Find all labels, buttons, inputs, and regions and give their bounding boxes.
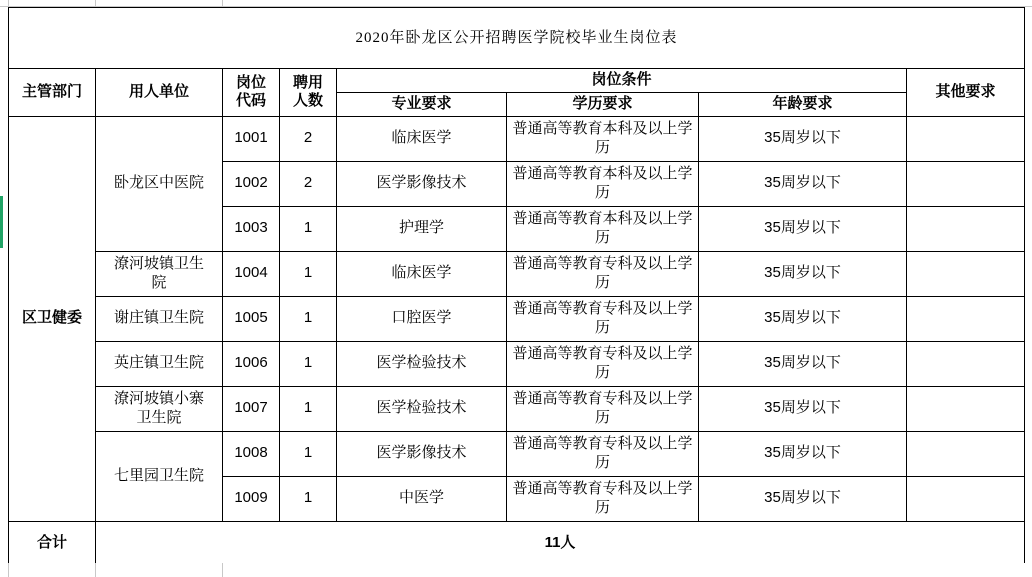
cell-major: 口腔医学	[337, 296, 507, 341]
cell-count: 1	[280, 296, 337, 341]
total-value: 11人	[96, 521, 1025, 566]
cell-other	[907, 386, 1025, 431]
cell-other	[907, 161, 1025, 206]
table-row	[9, 341, 1025, 386]
header-count-line2: 人数	[292, 92, 323, 110]
header-education: 学历要求	[507, 92, 699, 116]
table-row	[9, 296, 1025, 341]
cell-other	[907, 431, 1025, 476]
cell-code: 1006	[223, 341, 280, 386]
cell-unit-group-5-line1: 潦河坡镇小寨	[113, 389, 204, 407]
cell-education: 普通高等教育本科及以上学历	[507, 116, 699, 161]
cell-unit-group-1: 卧龙区中医院	[96, 116, 223, 251]
cell-education: 普通高等教育专科及以上学历	[507, 341, 699, 386]
cell-code: 1005	[223, 296, 280, 341]
header-count-line1: 聘用	[292, 73, 323, 91]
cell-code: 1001	[223, 116, 280, 161]
job-positions-table	[8, 7, 1025, 567]
cell-education: 普通高等教育本科及以上学历	[507, 206, 699, 251]
header-code-line2: 代码	[235, 92, 266, 110]
header-count	[280, 69, 337, 117]
header-unit: 用人单位	[96, 69, 223, 117]
cell-unit-group-5	[96, 386, 223, 431]
header-age: 年龄要求	[699, 92, 907, 116]
cell-other	[907, 296, 1025, 341]
table-header-row-1	[9, 69, 1025, 93]
cell-count: 1	[280, 341, 337, 386]
cell-major: 医学检验技术	[337, 386, 507, 431]
table-title-row	[9, 8, 1025, 69]
cell-age: 35周岁以下	[699, 251, 907, 296]
cell-age: 35周岁以下	[699, 206, 907, 251]
cell-education: 普通高等教育专科及以上学历	[507, 476, 699, 521]
sheet-bottom-gridline-strip	[0, 563, 1032, 577]
cell-count: 2	[280, 161, 337, 206]
cell-other	[907, 206, 1025, 251]
cell-education: 普通高等教育专科及以上学历	[507, 386, 699, 431]
table-total-row	[9, 521, 1025, 566]
cell-major: 医学检验技术	[337, 341, 507, 386]
cell-other	[907, 116, 1025, 161]
cell-age: 35周岁以下	[699, 431, 907, 476]
cell-other	[907, 251, 1025, 296]
cell-other	[907, 476, 1025, 521]
cell-count: 2	[280, 116, 337, 161]
cell-unit-group-5-line2: 卫生院	[136, 408, 182, 426]
page-title: 2020年卧龙区公开招聘医学院校毕业生岗位表	[9, 8, 1025, 69]
cell-dept: 区卫健委	[9, 116, 96, 521]
cell-education: 普通高等教育专科及以上学历	[507, 431, 699, 476]
cell-count: 1	[280, 251, 337, 296]
cell-education: 普通高等教育专科及以上学历	[507, 296, 699, 341]
cell-age: 35周岁以下	[699, 341, 907, 386]
cell-major: 中医学	[337, 476, 507, 521]
header-major: 专业要求	[337, 92, 507, 116]
cell-count: 1	[280, 206, 337, 251]
cell-count: 1	[280, 431, 337, 476]
cell-count: 1	[280, 476, 337, 521]
header-code	[223, 69, 280, 117]
header-code-line1: 岗位	[235, 73, 266, 91]
cell-education: 普通高等教育专科及以上学历	[507, 251, 699, 296]
cell-code: 1008	[223, 431, 280, 476]
cell-count: 1	[280, 386, 337, 431]
cell-age: 35周岁以下	[699, 116, 907, 161]
row-selection-marker	[0, 196, 3, 248]
cell-code: 1007	[223, 386, 280, 431]
cell-age: 35周岁以下	[699, 386, 907, 431]
cell-unit-group-2-line2: 院	[151, 273, 167, 291]
total-label: 合计	[9, 521, 96, 566]
cell-age: 35周岁以下	[699, 161, 907, 206]
cell-age: 35周岁以下	[699, 296, 907, 341]
cell-major: 医学影像技术	[337, 161, 507, 206]
cell-major: 临床医学	[337, 251, 507, 296]
header-conditions: 岗位条件	[337, 69, 907, 93]
cell-major: 临床医学	[337, 116, 507, 161]
header-other: 其他要求	[907, 69, 1025, 117]
header-dept: 主管部门	[9, 69, 96, 117]
sheet-top-gridline-strip	[0, 0, 1032, 7]
cell-unit-group-6: 七里园卫生院	[96, 431, 223, 521]
cell-code: 1009	[223, 476, 280, 521]
table-row	[9, 116, 1025, 161]
cell-education: 普通高等教育本科及以上学历	[507, 161, 699, 206]
cell-unit-group-2-line1: 潦河坡镇卫生	[113, 254, 204, 272]
cell-unit-group-3: 谢庄镇卫生院	[96, 296, 223, 341]
table-row	[9, 251, 1025, 296]
cell-major: 医学影像技术	[337, 431, 507, 476]
cell-major: 护理学	[337, 206, 507, 251]
cell-other	[907, 341, 1025, 386]
cell-unit-group-4: 英庄镇卫生院	[96, 341, 223, 386]
table-row	[9, 431, 1025, 476]
cell-age: 35周岁以下	[699, 476, 907, 521]
cell-code: 1002	[223, 161, 280, 206]
cell-unit-group-2	[96, 251, 223, 296]
cell-code: 1004	[223, 251, 280, 296]
table-row	[9, 386, 1025, 431]
cell-code: 1003	[223, 206, 280, 251]
